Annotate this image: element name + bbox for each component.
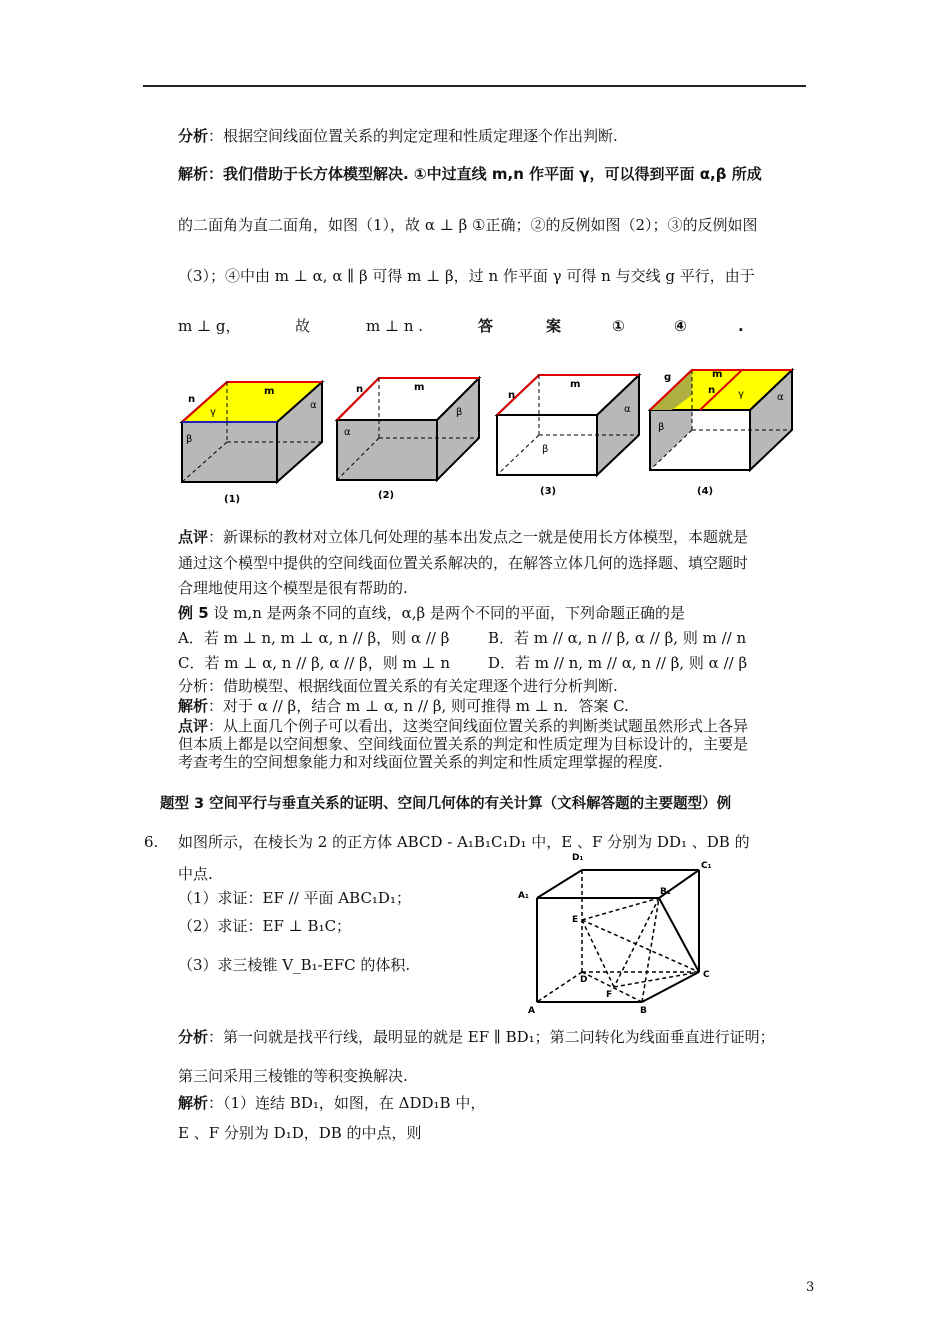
vertex-label: E xyxy=(572,915,579,925)
solution-text: ：（1）连结 BD₁，如图，在 ΔDD₁B 中， xyxy=(208,1094,486,1112)
example6-solution-1 xyxy=(178,1093,485,1113)
example6-analysis-1 xyxy=(178,1027,775,1047)
figure-3 xyxy=(497,375,639,497)
fig-label: m xyxy=(414,382,425,393)
solution-part: ④ xyxy=(674,317,687,335)
section-title: 题型 3 空间平行与垂直关系的证明、空间几何体的有关计算（文科解答题的主要题型）例 xyxy=(160,796,732,812)
example-stem-text: 设 m,n 是两条不同的直线，α,β 是两个不同的平面，下列命题正确的是 xyxy=(208,604,685,622)
example6-question-2: （2）求证：EF ⊥ B₁C； xyxy=(178,917,352,935)
solution-line-2: 的二面角为直二面角，如图（1），故 α ⊥ β ①正确；②的反例如图（2）；③的反例如图 xyxy=(178,216,758,234)
vertex-label: A xyxy=(528,1006,535,1016)
example5-comment-3: 考查考生的空间想象能力和对线面位置关系的判定和性质定理掌握的程度. xyxy=(178,753,663,771)
intro-analysis xyxy=(178,126,618,146)
vertex-label: A₁ xyxy=(518,891,529,901)
fig-label: m xyxy=(712,369,723,380)
example5-option-b: B．若 m // α, n // β, α // β, 则 m // n xyxy=(488,629,747,647)
solution-part: ① xyxy=(612,317,625,335)
fig-label: β xyxy=(456,407,463,418)
solution-part: 故 xyxy=(295,317,311,335)
comment1-line-2: 通过这个模型中提供的空间线面位置关系解决的，在解答立体几何的选择题、填空题时 xyxy=(178,554,749,572)
figure-1 xyxy=(182,382,322,505)
cube-figure xyxy=(512,850,722,1020)
fig-label: γ xyxy=(738,389,744,400)
vertex-label: C xyxy=(703,970,710,980)
page-number: 3 xyxy=(806,1280,815,1295)
example5-analysis: 分析：借助模型、根据线面位置关系的有关定理逐个进行分析判断. xyxy=(178,677,618,695)
comment-label: 点评 xyxy=(178,717,209,735)
cuboid-figures xyxy=(172,360,812,510)
fig-label: n xyxy=(188,394,196,405)
vertex-label: B xyxy=(640,1006,647,1016)
fig-label: n xyxy=(508,390,516,401)
example6-number: 6. xyxy=(144,833,159,851)
solution-part: 答 xyxy=(478,317,494,335)
fig-label: m xyxy=(264,386,275,397)
example6-question-1: （1）求证：EF // 平面 ABC₁D₁； xyxy=(178,889,411,907)
solution-part: m ⊥ n . xyxy=(366,317,424,335)
vertex-label: B₁ xyxy=(660,887,671,897)
example6-question-3: （3）求三棱锥 V_B₁-EFC 的体积. xyxy=(178,956,411,974)
solution-text-1: ：我们借助于长方体模型解决. ①中过直线 m,n 作平面 γ，可以得到平面 α,β 所成 xyxy=(208,165,762,183)
comment-text: ：从上面几个例子可以看出，这类空间线面位置关系的判断类试题虽然形式上各异 xyxy=(208,717,749,735)
fig-caption: (4) xyxy=(697,486,714,497)
fig-label: m xyxy=(570,379,581,390)
fig-label: α xyxy=(344,427,351,438)
example6-stem-2: 中点. xyxy=(178,865,213,883)
solution-line-3: （3）；④中由 m ⊥ α, α ∥ β 可得 m ⊥ β，过 n 作平面 γ 可得 n 与交线 g 平行，由于 xyxy=(178,267,755,285)
analysis-text: ：根据空间线面位置关系的判定定理和性质定理逐个作出判断. xyxy=(208,127,618,145)
fig-label: β xyxy=(658,422,665,433)
solution-line-1 xyxy=(178,164,762,184)
example5-comment-2: 但本质上都是以空间想象、空间线面位置关系的判定和性质定理为目标设计的，主要是 xyxy=(178,735,749,753)
example5-stem xyxy=(178,603,685,623)
solution-part: 案 xyxy=(546,317,562,335)
vertex-label: F xyxy=(606,990,613,1000)
fig-label: α xyxy=(777,392,784,403)
example5-option-c: C．若 m ⊥ α, n // β, α // β，则 m ⊥ n xyxy=(178,654,451,672)
fig-label: γ xyxy=(210,407,216,418)
example5-option-d: D．若 m // n, m // α, n // β, 则 α // β xyxy=(488,654,748,672)
analysis-text: ：第一问就是找平行线，最明显的就是 EF ∥ BD₁；第二问转化为线面垂直进行证明； xyxy=(208,1028,775,1046)
solution-label: 解析 xyxy=(178,697,209,715)
example5-option-a: A．若 m ⊥ n, m ⊥ α, n // β，则 α // β xyxy=(178,629,450,647)
solution-text: ：对于 α // β，结合 m ⊥ α, n // β, 则可推得 m ⊥ n．答案 C. xyxy=(208,697,629,715)
fig-caption: (3) xyxy=(540,486,557,497)
figure-2 xyxy=(337,378,479,501)
figure-4 xyxy=(650,369,792,497)
fig-label: α xyxy=(310,400,317,411)
fig-label: n xyxy=(708,385,716,396)
solution-part: . xyxy=(738,317,744,335)
example6-stem: 如图所示，在棱长为 2 的正方体 ABCD - A₁B₁C₁D₁ 中，E 、F 分别为 DD₁ 、DB 的 xyxy=(178,833,750,851)
vertex-label: D₁ xyxy=(572,853,584,863)
example-label: 例 5 xyxy=(178,604,209,622)
analysis-label: 分析 xyxy=(178,127,209,145)
comment1-line-1 xyxy=(178,527,748,547)
solution-label: 解析 xyxy=(178,1094,209,1112)
comment-text: ：新课标的教材对立体几何处理的基本出发点之一就是使用长方体模型，本题就是 xyxy=(208,528,749,546)
fig-label: α xyxy=(624,404,631,415)
fig-label: β xyxy=(542,444,549,455)
fig-label: β xyxy=(186,434,193,445)
analysis-label: 分析 xyxy=(178,1028,209,1046)
vertex-label: D xyxy=(580,975,588,985)
fig-caption: (2) xyxy=(378,490,395,501)
header-rule xyxy=(143,85,806,87)
example6-analysis-2: 第三问采用三棱锥的等积变换解决. xyxy=(178,1067,408,1085)
vertex-label: C₁ xyxy=(701,861,712,871)
fig-label: n xyxy=(356,384,364,395)
solution-label: 解析 xyxy=(178,165,209,183)
example5-comment-1 xyxy=(178,716,748,736)
fig-caption: (1) xyxy=(224,494,241,505)
comment1-line-3: 合理地使用这个模型是很有帮助的. xyxy=(178,579,408,597)
example5-solution xyxy=(178,696,629,716)
comment-label: 点评 xyxy=(178,528,209,546)
example6-solution-2: E 、F 分别为 D₁D，DB 的中点，则 xyxy=(178,1124,422,1142)
fig-label: g xyxy=(664,372,672,383)
solution-part: m ⊥ g， xyxy=(178,317,241,335)
